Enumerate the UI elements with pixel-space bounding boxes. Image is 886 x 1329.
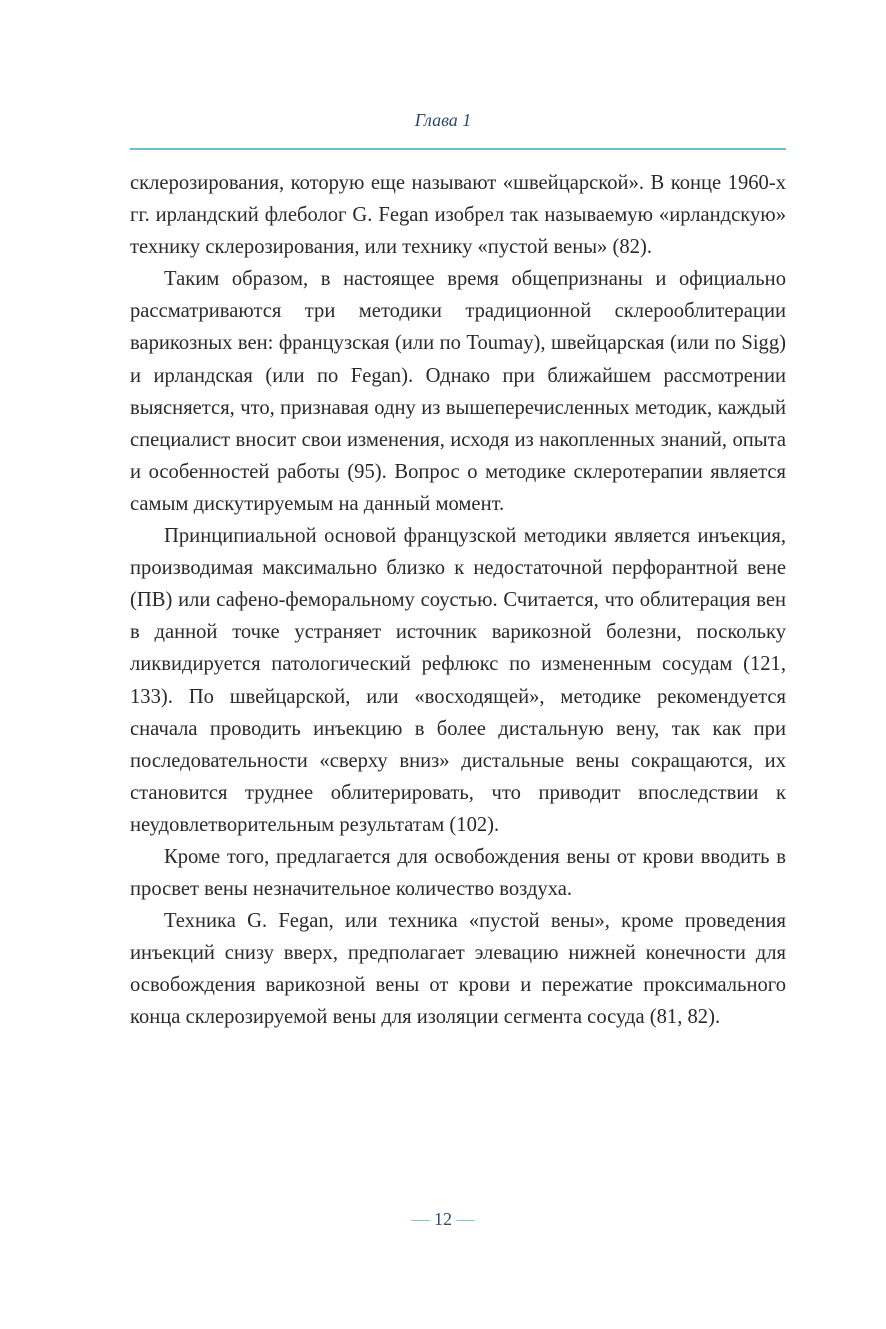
paragraph-french-method: Принципиальной основой французской методики является инъекция, производимая максимально близко к недостаточной перфорантной вене (ПВ) или сафено-феморальному соустью. Считается, что облитерация вен в данной точке устраняет источник варикозной болезни, поскольку ликвидируется патологический рефлюкс по измененным сосудам (121, 133). По швейцарской, или «восходящей», методике рекомендуется сначала проводить инъекцию в более дистальную вену, так как при последовательности «сверху вниз» дистальные вены сокращаются, их становится труднее облитерировать, что приводит впоследствии к неудовлетворительным результатам (102). [130,525,786,836]
folio-dash-right: — [456,1209,475,1229]
page-number-footer [0,1209,886,1230]
folio-dash-left: — [411,1209,430,1229]
paragraph-continuation: склерозирования, которую еще называют «швейцарской». В конце 1960-х гг. ирландский флеболог G. Fegan изобрел так называемую «ирландскую» технику склерозирования, или технику «пустой вены» (82). [130,172,786,259]
paragraph-methods-overview: Таким образом, в настоящее время общепризнаны и официально рассматриваются три методики традиционной склерооблитерации варикозных вен: французская (или по Toumay), швейцарская (или по Sigg) и ирландская (или по Fegan). Однако при ближайшем рассмотрении выясняется, что, признавая одну из вышеперечисленных методик, каждый специалист вносит свои изменения, исходя из накопленных знаний, опыта и особенностей работы (95). Вопрос о методике склеротерапии является самым дискутируемым на данный момент. [130,268,786,515]
running-title: Глава 1 [414,110,472,130]
page-number: 12 [434,1209,452,1229]
page-body [130,167,786,1034]
header-divider [130,148,786,150]
paragraph-fegan-technique: Техника G. Fegan, или техника «пустой вены», кроме проведения инъекций снизу вверх, предполагает элевацию нижней конечности для освобождения варикозной вены от крови и пережатие проксимального конца склерозируемой вены для изоляции сегмента сосуда (81, 82). [130,910,786,1029]
paragraph-air-injection: Кроме того, предлагается для освобождения вены от крови вводить в просвет вены незначительное количество воздуха. [130,845,786,901]
